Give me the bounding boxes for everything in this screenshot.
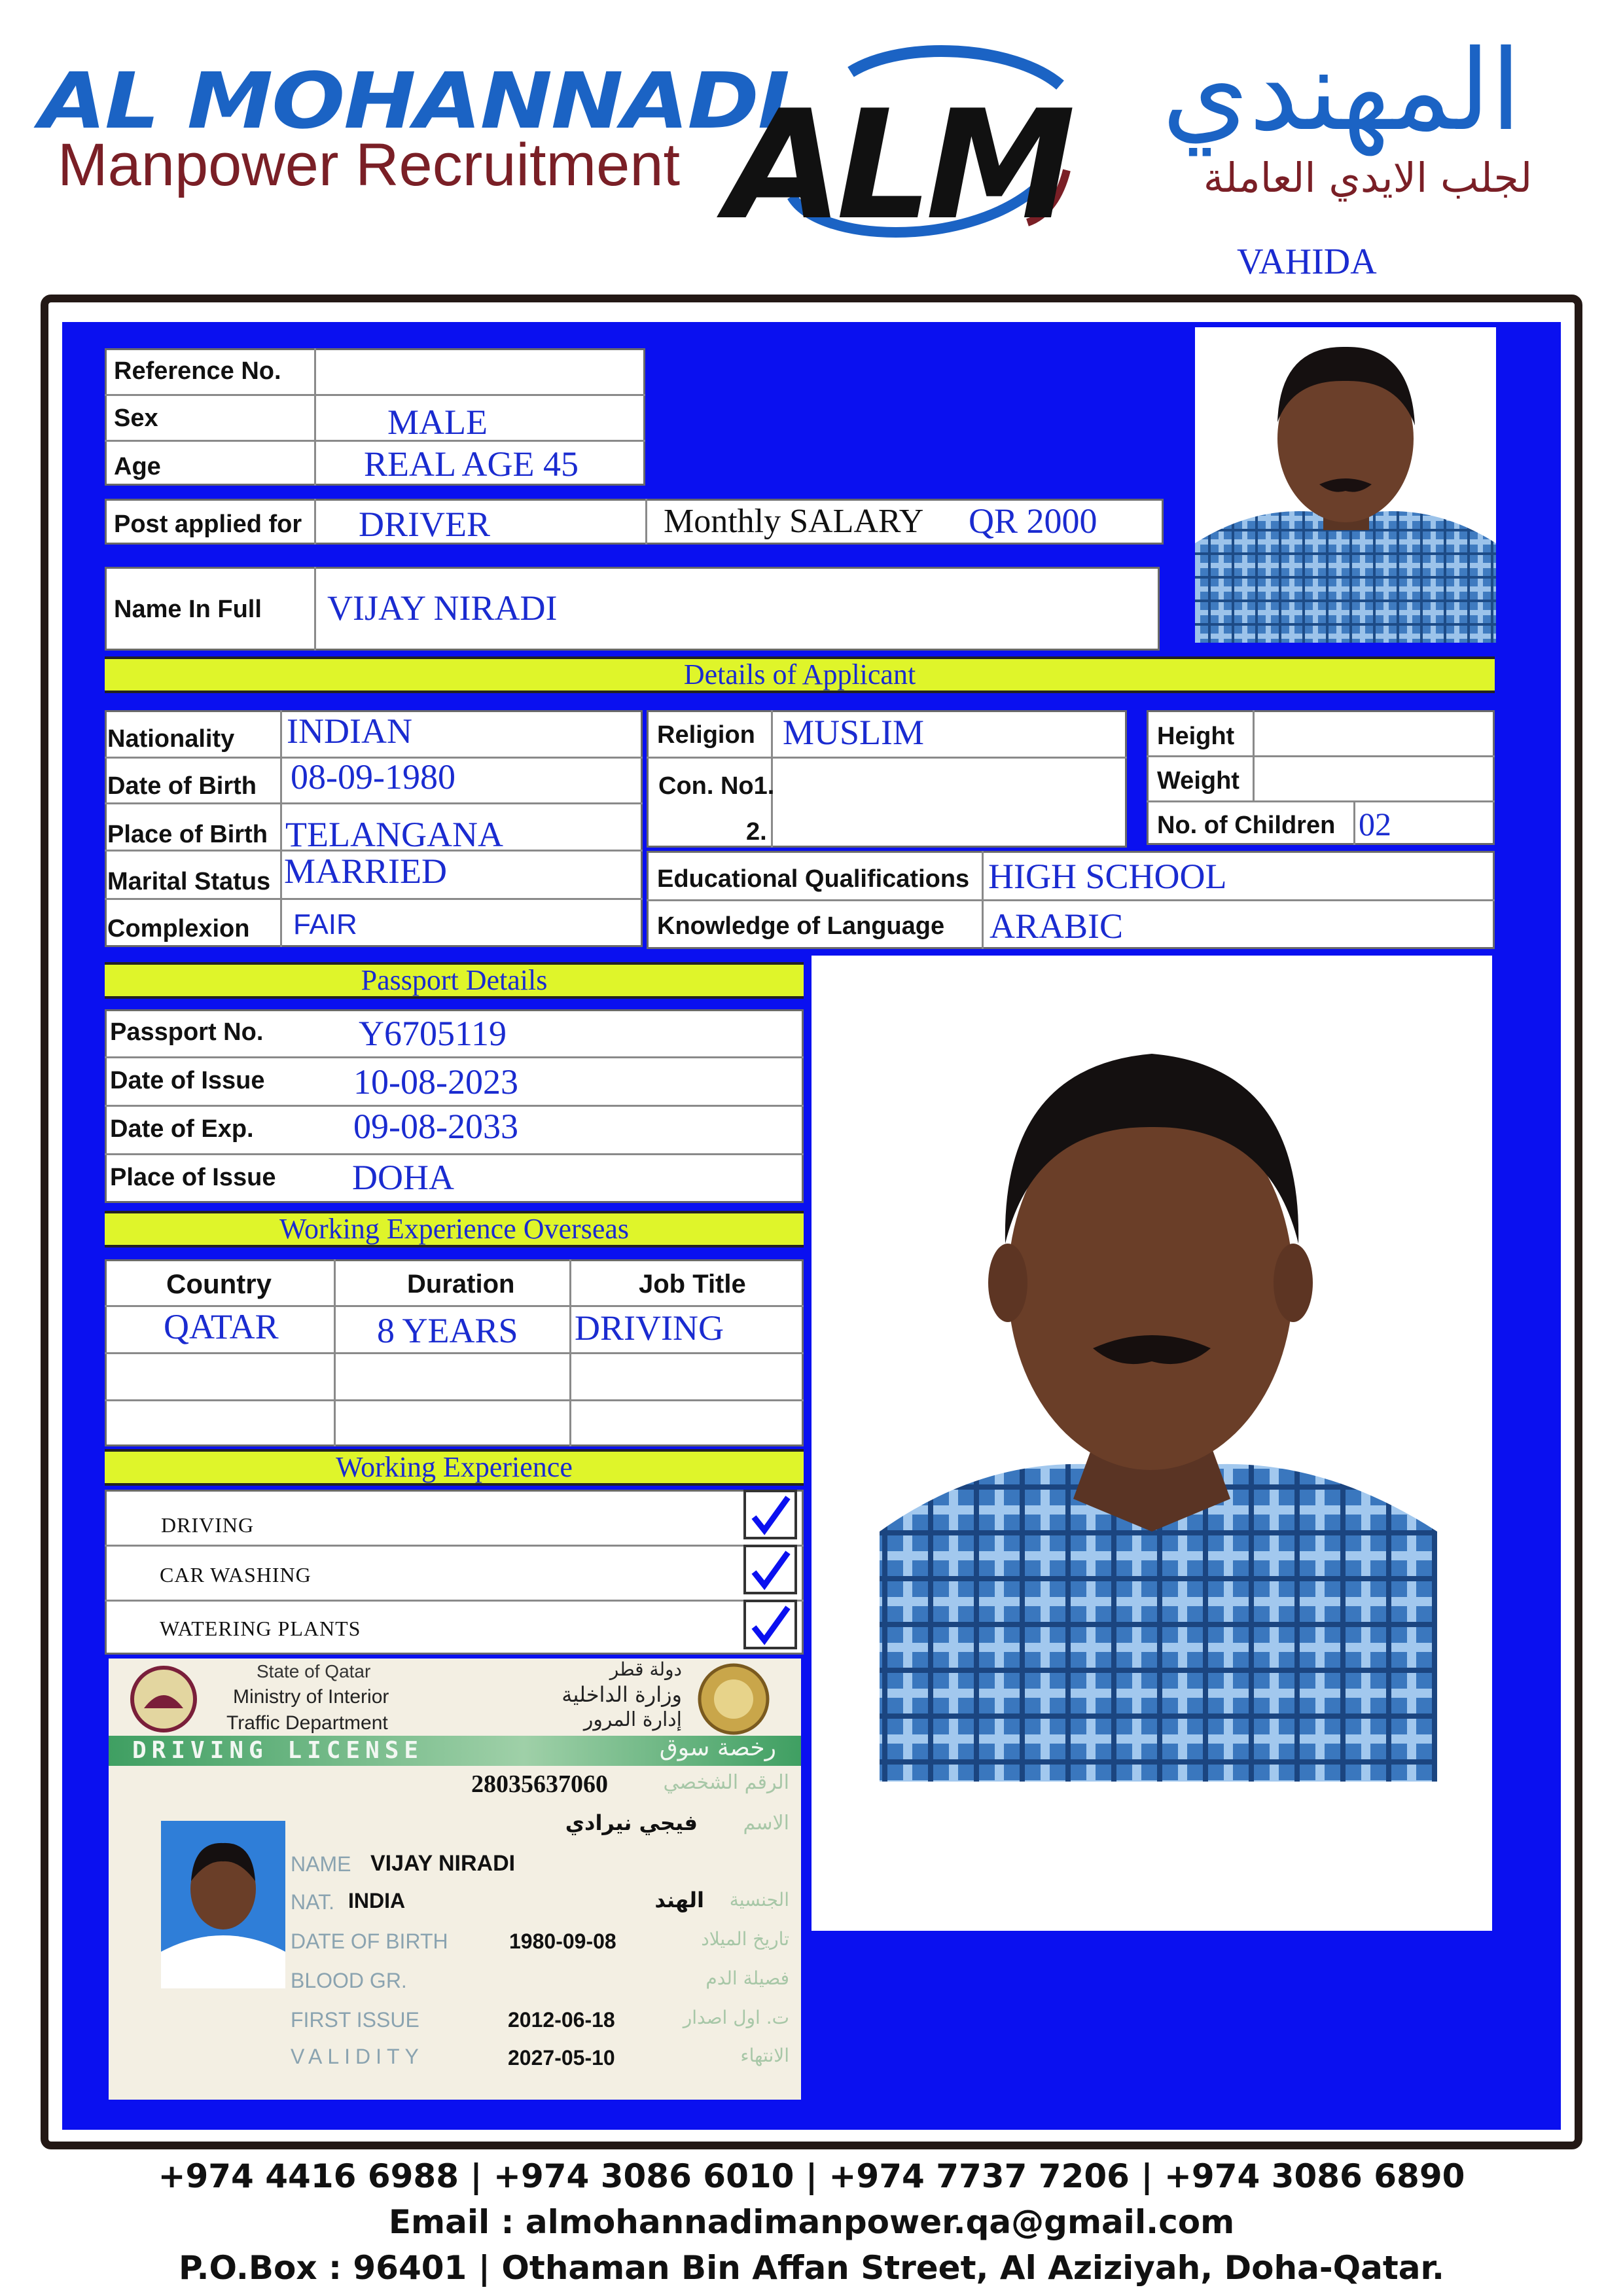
license-nat-value: INDIA: [348, 1889, 406, 1912]
license-dept-en: Traffic Department: [226, 1712, 388, 1734]
height-label: Height: [1157, 723, 1235, 750]
license-validity-value: 2027-05-10: [508, 2046, 615, 2070]
license-blood-label: BLOOD GR.: [291, 1969, 407, 1992]
license-dob-label: DATE OF BIRTH: [291, 1929, 448, 1953]
complexion-value: FAIR: [293, 908, 357, 941]
footer-phones: +974 4416 6988 | +974 3086 6010 | +974 7737 7206 | +974 3086 6890: [158, 2157, 1465, 2195]
overseas-col-job-title: Job Title: [639, 1270, 746, 1299]
passport-number-value: Y6705119: [359, 1014, 507, 1053]
passport-title: Passport Details: [105, 962, 804, 999]
age-label: Age: [114, 453, 161, 480]
checkmark-icon: [746, 1602, 794, 1647]
company-subtitle-en: Manpower Recruitment: [58, 132, 681, 198]
license-ministry-en: Ministry of Interior: [233, 1686, 389, 1708]
salary-label: Monthly SALARY: [664, 503, 924, 540]
marital-value: MARRIED: [284, 852, 448, 891]
footer-address: P.O.Box : 96401 | Othaman Bin Affan Street, Al Aziziyah, Doha-Qatar.: [179, 2249, 1444, 2287]
experience-item-watering-plants: WATERING PLANTS: [160, 1617, 361, 1640]
license-title-ar: رخصة سوق: [659, 1734, 776, 1761]
name-row: [105, 567, 1160, 651]
license-dept-ar: إدارة المرور: [583, 1708, 682, 1731]
footer-email: Email : almohannadimanpower.qa@gmail.com: [388, 2203, 1235, 2241]
license-id-number: 28035637060: [471, 1770, 608, 1798]
con2-label: 2.: [746, 818, 767, 846]
passport-expiry-value: 09-08-2033: [353, 1107, 518, 1146]
overseas-row-job-title: DRIVING: [575, 1308, 724, 1348]
language-value: ARABIC: [990, 906, 1124, 946]
name-value: VIJAY NIRADI: [327, 588, 558, 628]
overseas-title: Working Experience Overseas: [105, 1211, 804, 1247]
license-state-ar: دولة قطر: [609, 1659, 682, 1680]
license-photo: [161, 1821, 285, 1988]
license-name-ar: فيجي نيرادي: [565, 1810, 698, 1835]
education-value: HIGH SCHOOL: [988, 857, 1227, 896]
experience-item-driving: DRIVING: [161, 1513, 255, 1537]
watering-plants-checkbox[interactable]: [743, 1600, 797, 1649]
license-nat-label: NAT.: [291, 1890, 334, 1914]
car-washing-checkbox[interactable]: [743, 1545, 797, 1594]
license-title-en: DRIVING LICENSE: [132, 1737, 424, 1764]
religion-value: MUSLIM: [783, 713, 925, 752]
license-first-issue-value: 2012-06-18: [508, 2008, 615, 2032]
name-label: Name In Full: [114, 596, 262, 623]
religion-label: Religion: [657, 721, 755, 749]
dob-value: 08-09-1980: [291, 757, 455, 797]
sex-value: MALE: [387, 403, 488, 442]
company-name-en: AL MOHANNADI: [39, 56, 789, 146]
marital-label: Marital Status: [107, 868, 271, 895]
license-validity-label-ar: الانتهاء: [740, 2045, 789, 2066]
agent-name: VAHIDA: [1237, 242, 1377, 282]
license-validity-label: VALIDITY: [291, 2045, 424, 2068]
passport-expiry-label: Date of Exp.: [110, 1115, 254, 1143]
pob-label: Place of Birth: [107, 821, 268, 848]
license-nat-label-ar: الجنسية: [729, 1889, 789, 1910]
company-subtitle-ar: لجلب الايدي العاملة: [1203, 154, 1533, 202]
salary-value: QR 2000: [969, 501, 1097, 541]
reference-label: Reference No.: [114, 357, 281, 385]
alm-logo: ALM: [726, 79, 1069, 253]
license-first-issue-label-ar: ت. اول اصدار: [683, 2007, 789, 2028]
company-name-ar: المهندي: [1162, 26, 1522, 156]
license-dob-value: 1980-09-08: [509, 1929, 616, 1953]
education-label: Educational Qualifications: [657, 865, 970, 893]
nationality-value: INDIAN: [287, 711, 412, 751]
passport-place-label: Place of Issue: [110, 1164, 276, 1191]
license-name-label: NAME: [291, 1852, 351, 1876]
overseas-col-country: Country: [166, 1268, 272, 1299]
license-first-issue-label: FIRST ISSUE: [291, 2008, 419, 2032]
passport-issue-value: 10-08-2023: [353, 1062, 518, 1102]
license-ministry-ar: وزارة الداخلية: [562, 1682, 682, 1707]
license-id-label-ar: الرقم الشخصي: [663, 1771, 789, 1794]
language-label: Knowledge of Language: [657, 912, 945, 940]
driving-checkbox[interactable]: [743, 1490, 797, 1539]
overseas-row-country: QATAR: [164, 1307, 279, 1346]
complexion-label: Complexion: [107, 915, 250, 942]
checkmark-icon: [746, 1492, 794, 1537]
applicant-photo-small: [1195, 327, 1496, 643]
post-label: Post applied for: [114, 511, 302, 538]
pob-value: TELANGANA: [285, 815, 503, 854]
overseas-row-duration: 8 YEARS: [377, 1311, 518, 1350]
weight-label: Weight: [1157, 767, 1240, 795]
license-name-value: VIJAY NIRADI: [370, 1851, 516, 1876]
sex-label: Sex: [114, 404, 158, 432]
passport-place-value: DOHA: [352, 1158, 454, 1197]
license-nat-ar: الهند: [654, 1888, 704, 1912]
experience-title: Working Experience: [105, 1449, 804, 1486]
nationality-label: Nationality: [107, 725, 235, 753]
applicant-photo-large: [812, 956, 1492, 1931]
passport-number-label: Passport No.: [110, 1018, 264, 1046]
post-value: DRIVER: [359, 505, 490, 544]
children-value: 02: [1359, 806, 1391, 842]
overseas-col-duration: Duration: [407, 1270, 515, 1299]
con1-label: Con. No1.: [658, 772, 775, 800]
driving-license-card: [109, 1659, 801, 2100]
dob-label: Date of Birth: [107, 772, 257, 800]
license-state-en: State of Qatar: [257, 1661, 371, 1681]
qatar-emblem-icon: [124, 1662, 203, 1734]
details-title: Details of Applicant: [105, 656, 1495, 693]
checkmark-icon: [746, 1547, 794, 1592]
children-label: No. of Children: [1157, 812, 1336, 839]
license-name-label-ar: الاسم: [743, 1812, 789, 1835]
license-dob-label-ar: تاريخ الميلاد: [701, 1928, 789, 1950]
experience-item-car-washing: CAR WASHING: [160, 1563, 312, 1587]
passport-issue-label: Date of Issue: [110, 1067, 265, 1094]
license-blood-label-ar: فصيلة الدم: [705, 1967, 789, 1989]
gcc-emblem-icon: [691, 1660, 776, 1737]
age-value: REAL AGE 45: [364, 444, 579, 484]
